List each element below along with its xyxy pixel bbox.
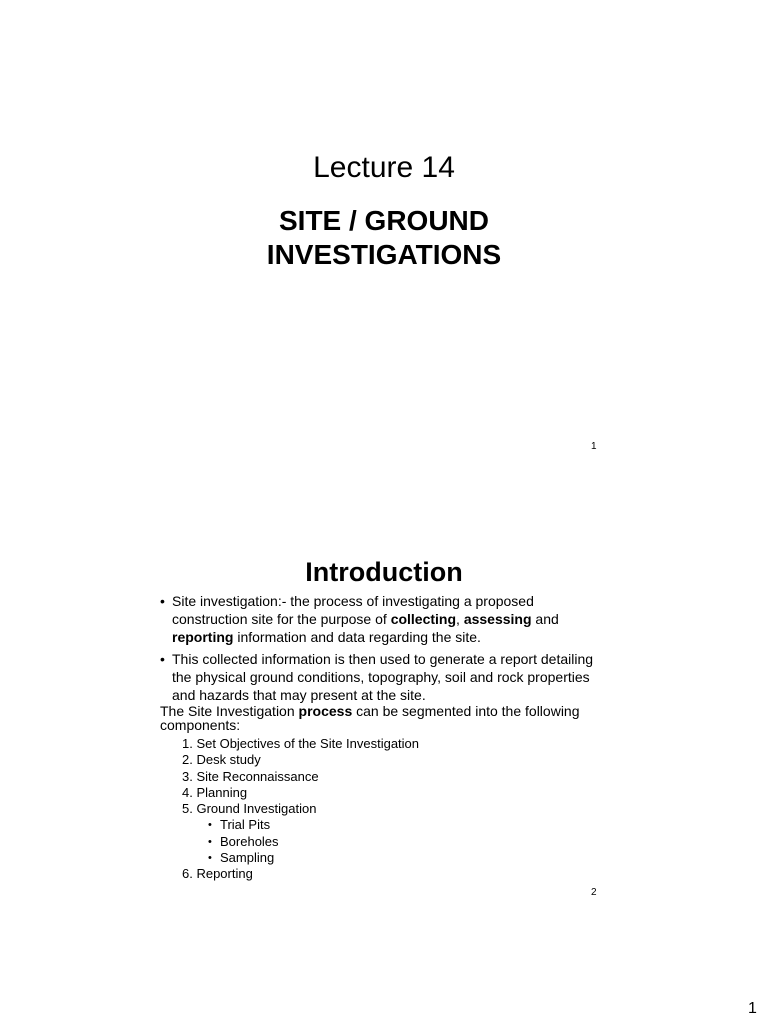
- page-number: 1: [748, 1000, 757, 1017]
- ground-investigation-substeps: [182, 817, 419, 866]
- step-item: 4. Planning: [182, 784, 248, 800]
- substep-item: • Trial Pits: [208, 817, 419, 833]
- process-steps: [182, 736, 419, 883]
- lecture-number: Lecture 14: [313, 151, 455, 184]
- substep-item: • Boreholes: [208, 834, 419, 850]
- slide-number-2: 2: [591, 887, 597, 898]
- step-item: 6. Reporting: [182, 866, 253, 882]
- bullet-list: [160, 592, 608, 708]
- step-item: 3. Site Reconnaissance: [182, 768, 319, 784]
- step-item: 2. Desk study: [182, 752, 261, 768]
- step-item: [182, 801, 419, 866]
- slide-2: [160, 540, 608, 900]
- bullet-site-investigation: • Site investigation:- the process of investigating a proposed construction site for the purpose of collecting, assessing and reporting information and data regarding the site.: [160, 592, 608, 646]
- slide-1: [160, 100, 608, 460]
- lecture-title-line-2: INVESTIGATIONS: [266, 239, 502, 270]
- step-label: 5. Ground Investigation: [182, 801, 317, 817]
- process-paragraph: The Site Investigation process can be segmented into the following components:: [160, 703, 580, 733]
- bullet-collected-information: • This collected information is then used to generate a report detailing the physical ground conditions, topography, soil and rock properties and hazards that may present at the site.: [160, 650, 608, 704]
- lecture-title: [160, 204, 608, 272]
- substep-item: • Sampling: [208, 850, 419, 866]
- step-item: 1. Set Objectives of the Site Investigation: [182, 736, 420, 751]
- slide-number-1: 1: [591, 441, 597, 452]
- slide-title-introduction: Introduction: [305, 557, 463, 587]
- lecture-title-line-1: SITE / GROUND: [278, 205, 489, 236]
